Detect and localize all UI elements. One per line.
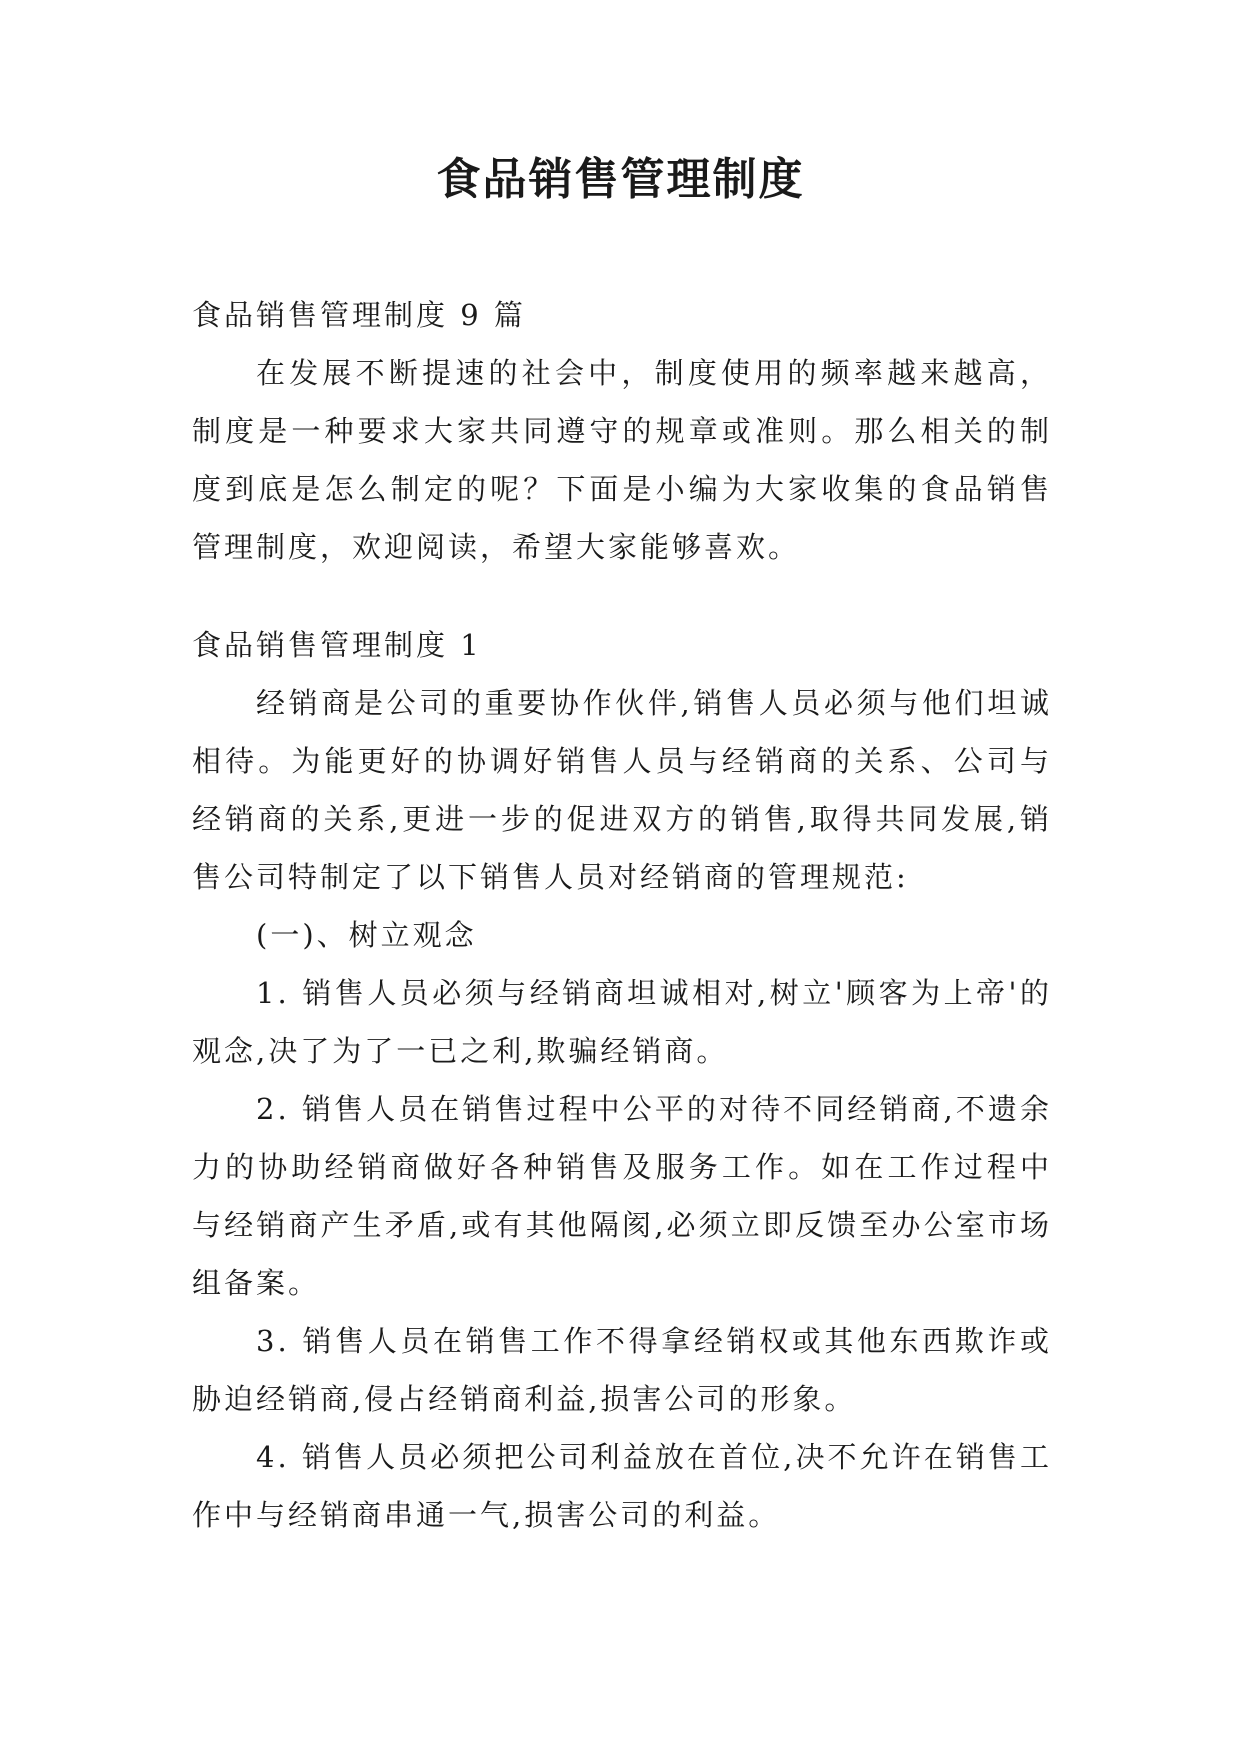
document-body: [192, 286, 1052, 1544]
section-heading: 食品销售管理制度 1: [192, 628, 482, 662]
list-item: 4. 销售人员必须把公司利益放在首位,决不允许在销售工作中与经销商串通一气,损害公司的利益。: [192, 1440, 1052, 1532]
list-item: 1. 销售人员必须与经销商坦诚相对,树立'顾客为上帝'的观念,决了为了一已之利,欺骗经销商。: [192, 976, 1052, 1068]
document-subtitle: 食品销售管理制度 9 篇: [192, 298, 526, 332]
section-paragraph: 经销商是公司的重要协作伙伴,销售人员必须与他们坦诚相待。为能更好的协调好销售人员与经销商的关系、公司与经销商的关系,更进一步的促进双方的销售,取得共同发展,销售公司特制定了以下销售人员对经销商的管理规范:: [192, 686, 1052, 894]
intro-paragraph: 在发展不断提速的社会中，制度使用的频率越来越高，制度是一种要求大家共同遵守的规章或准则。那么相关的制度到底是怎么制定的呢？下面是小编为大家收集的食品销售管理制度，欢迎阅读，希望大家能够喜欢。: [192, 356, 1052, 564]
section-gap: [192, 576, 1052, 616]
document-title: 食品销售管理制度: [436, 154, 805, 205]
section-subheading: (一)、树立观念: [256, 918, 477, 952]
list-item: 3. 销售人员在销售工作不得拿经销权或其他东西欺诈或胁迫经销商,侵占经销商利益,损害公司的形象。: [192, 1324, 1052, 1416]
list-item: 2. 销售人员在销售过程中公平的对待不同经销商,不遗余力的协助经销商做好各种销售及服务工作。如在工作过程中与经销商产生矛盾,或有其他隔阂,必须立即反馈至办公室市场组备案。: [192, 1092, 1052, 1300]
